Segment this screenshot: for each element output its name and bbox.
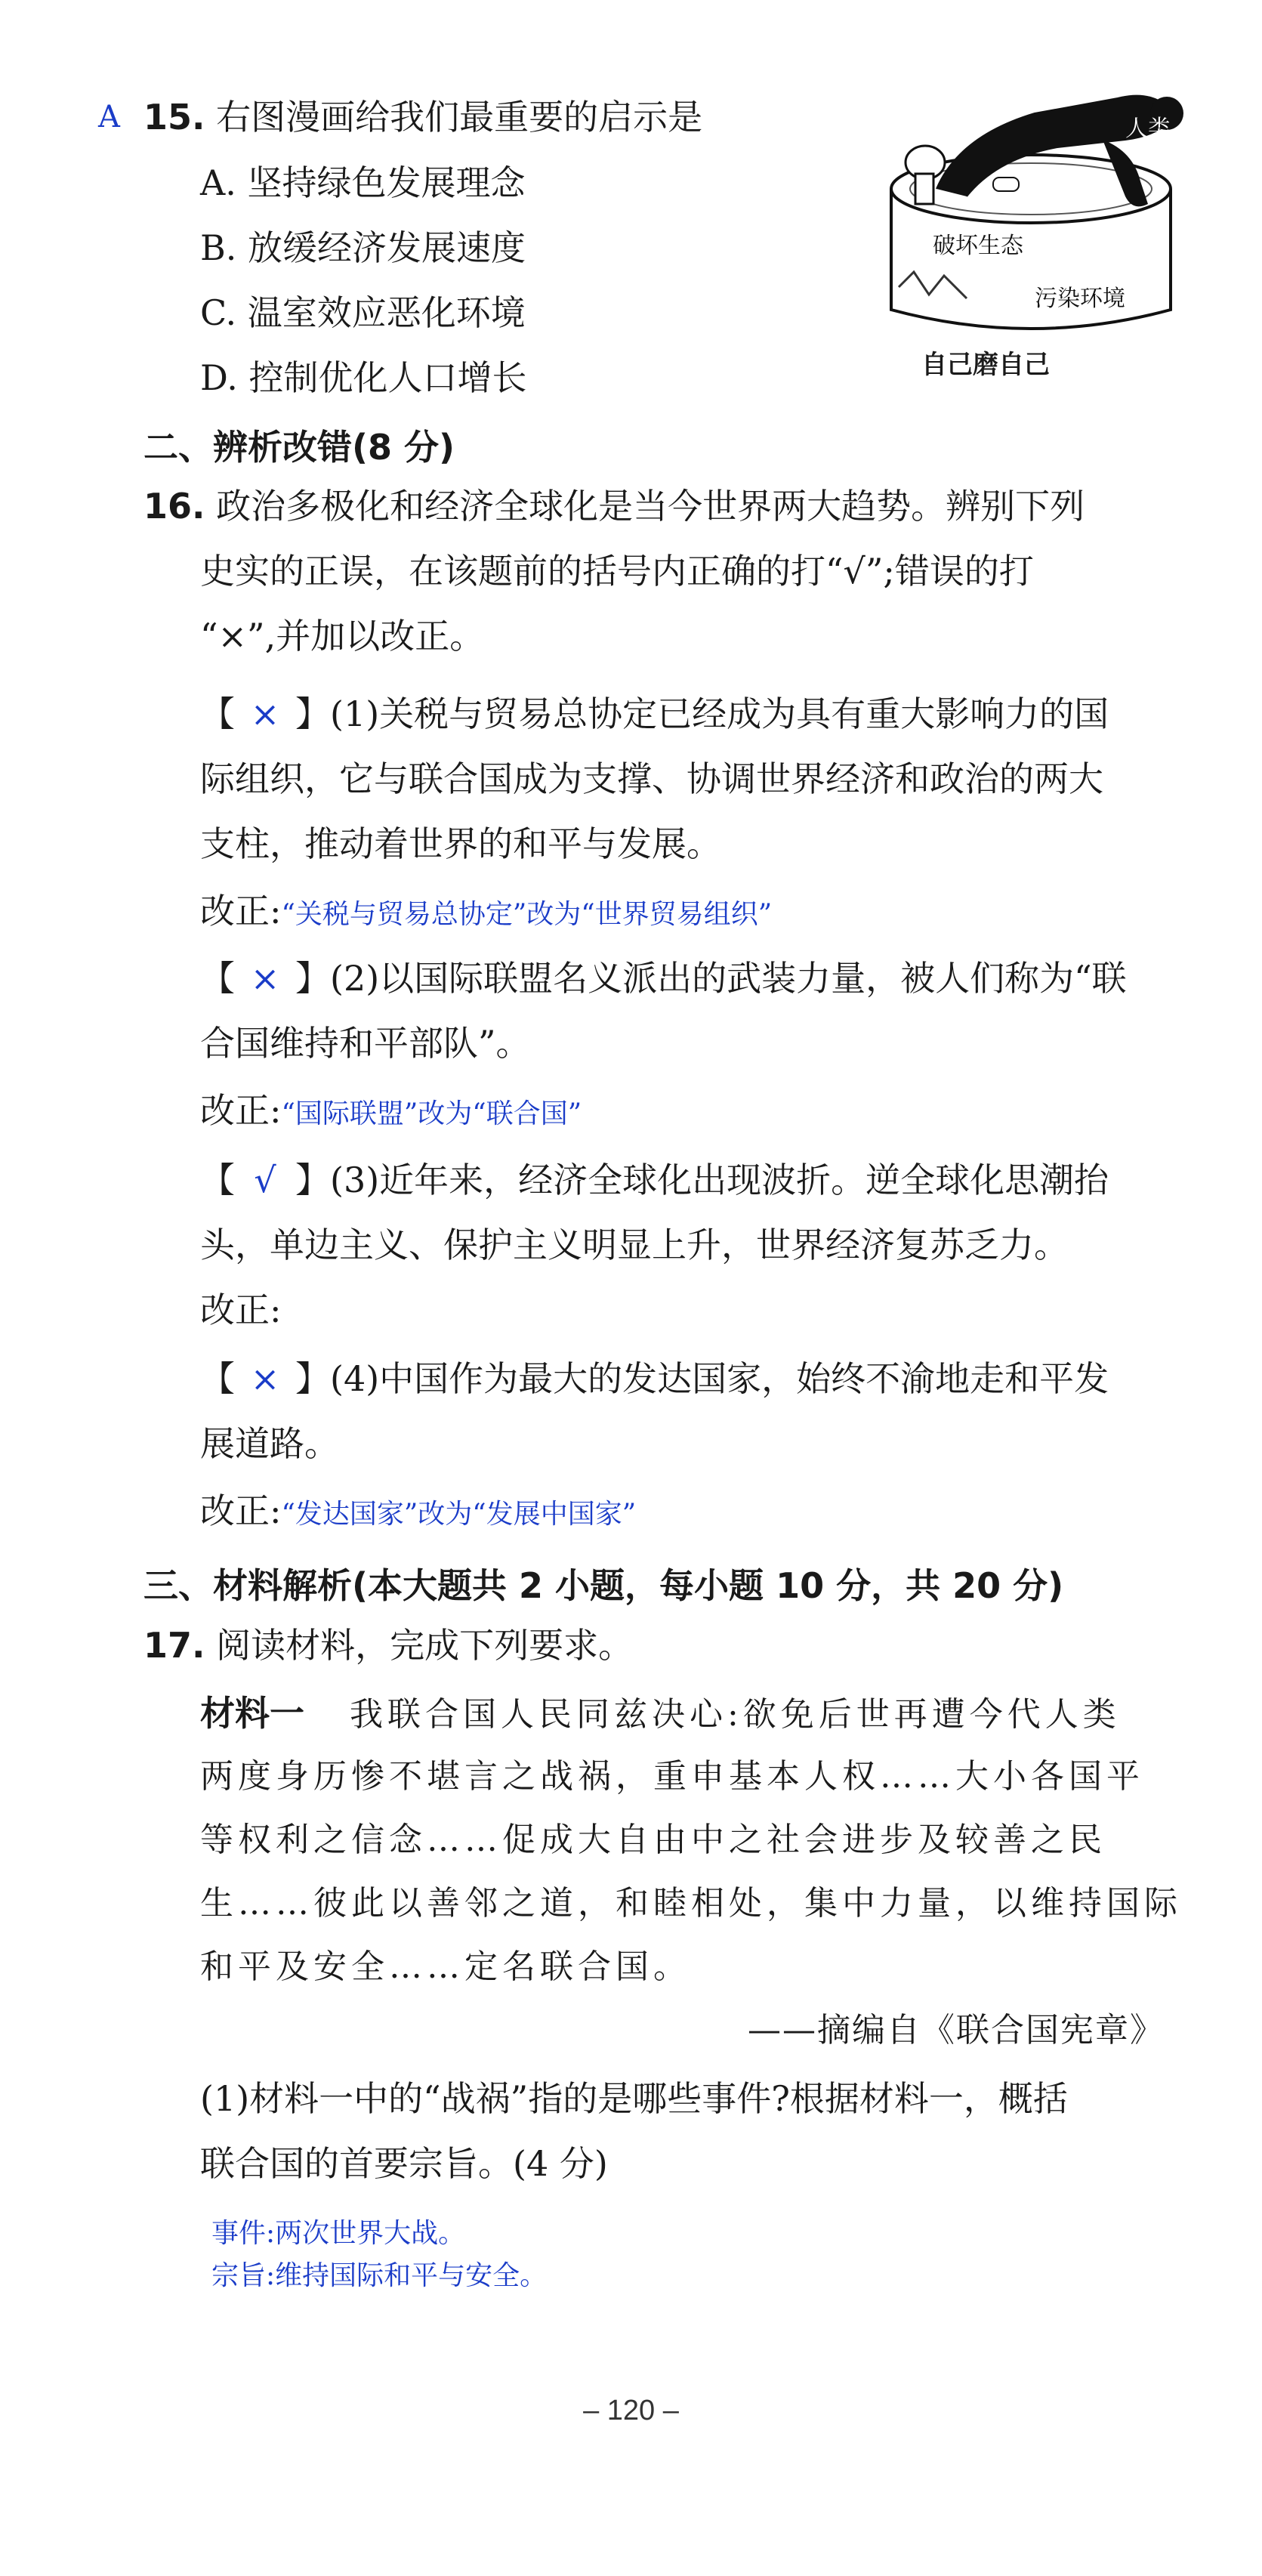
question-17-stem bbox=[143, 1623, 633, 1668]
option-c: C. 温室效应恶化环境 bbox=[200, 292, 526, 333]
answer-mark-15: A bbox=[98, 100, 120, 134]
question-15-stem bbox=[143, 94, 702, 140]
answer-purpose: 宗旨:维持国际和平与安全。 bbox=[211, 2260, 548, 2291]
section-3-title: 三、材料解析(本大题共 2 小题，每小题 10 分，共 20 分) bbox=[143, 1565, 1064, 1606]
item-2-line2: 合国维持和平部队”。 bbox=[200, 1023, 531, 1064]
material-line3: 等权利之信念……促成大自由中之社会进步及较善之民 bbox=[200, 1821, 1106, 1859]
sub-question-1-line2: 联合国的首要宗旨。(4 分) bbox=[200, 2143, 608, 2184]
material-text: 我联合国人民同兹决心:欲免后世再遭今代人类 bbox=[349, 1695, 1121, 1734]
option-a: A. 坚持绿色发展理念 bbox=[200, 162, 526, 203]
item-2-correction bbox=[200, 1088, 582, 1137]
correction-label: 改正: bbox=[200, 1490, 282, 1531]
item-1-line1: 【 × 】(1)关税与贸易总协定已经成为具有重大影响力的国 bbox=[200, 691, 1109, 737]
question-16-stem-line1 bbox=[143, 483, 1085, 529]
item-3-line1: 【 √ 】(3)近年来，经济全球化出现波折。逆全球化思潮抬 bbox=[200, 1157, 1109, 1203]
cartoon-illustration bbox=[869, 83, 1193, 385]
cartoon-label-humans: 人类 bbox=[1125, 116, 1171, 142]
item-4-mark: × bbox=[250, 1358, 280, 1399]
stem-text: 右图漫画给我们最重要的启示是 bbox=[216, 97, 703, 137]
question-number: 16. bbox=[143, 486, 205, 527]
correction-answer: “关税与贸易总协定”改为“世界贸易组织” bbox=[281, 899, 773, 930]
material-line2: 两度身历惨不堪言之战祸，重申基本人权……大小各国平 bbox=[200, 1757, 1144, 1796]
item-2-line1: 【 × 】(2)以国际联盟名义派出的武装力量，被人们称为“联 bbox=[200, 956, 1127, 1001]
item-1-mark: × bbox=[250, 693, 280, 734]
item-4-line1: 【 × 】(4)中国作为最大的发达国家，始终不渝地走和平发 bbox=[200, 1356, 1109, 1401]
section-2-title: 二、辨析改错(8 分) bbox=[143, 427, 455, 468]
material-source: ——摘编自《联合国宪章》 bbox=[748, 2011, 1165, 2049]
page-number: – 120 – bbox=[583, 2395, 679, 2426]
item-text: (2)以国际联盟名义派出的武装力量，被人们称为“联 bbox=[330, 958, 1127, 999]
correction-label: 改正: bbox=[200, 891, 282, 931]
item-1-line3: 支柱，推动着世界的和平与发展。 bbox=[200, 823, 721, 864]
item-text: (3)近年来，经济全球化出现波折。逆全球化思潮抬 bbox=[330, 1160, 1109, 1200]
option-d: D. 控制优化人口增长 bbox=[200, 357, 527, 398]
item-2-mark: × bbox=[250, 958, 280, 999]
cartoon-label-line1: 破坏生态 bbox=[933, 233, 1023, 259]
item-4-correction bbox=[200, 1488, 636, 1537]
question-number: 17. bbox=[143, 1625, 205, 1666]
item-4-line2: 展道路。 bbox=[200, 1423, 339, 1464]
material-line4: 生……彼此以善邻之道，和睦相处，集中力量，以维持国际 bbox=[200, 1884, 1182, 1923]
item-text: (1)关税与贸易总协定已经成为具有重大影响力的国 bbox=[330, 693, 1109, 734]
correction-label: 改正: bbox=[200, 1290, 282, 1330]
material-line1 bbox=[200, 1691, 1121, 1737]
millstone-cartoon-image bbox=[869, 83, 1193, 385]
option-b: B. 放缓经济发展速度 bbox=[200, 227, 526, 268]
correction-answer: “国际联盟”改为“联合国” bbox=[281, 1098, 582, 1129]
item-3-correction bbox=[200, 1287, 282, 1336]
stem-text: 政治多极化和经济全球化是当今世界两大趋势。辨别下列 bbox=[216, 486, 1085, 527]
cartoon-label-line2: 污染环境 bbox=[1035, 286, 1125, 312]
cartoon-caption: 自己磨自己 bbox=[921, 350, 1050, 380]
item-text: (4)中国作为最大的发达国家，始终不渝地走和平发 bbox=[330, 1358, 1109, 1399]
item-3-line2: 头，单边主义、保护主义明显上升，世界经济复苏乏力。 bbox=[200, 1225, 1069, 1265]
item-3-mark: √ bbox=[254, 1160, 276, 1200]
question-number: 15. bbox=[143, 97, 205, 137]
sub-question-1-line1: (1)材料一中的“战祸”指的是哪些事件?根据材料一，概括 bbox=[200, 2078, 1068, 2119]
answer-events: 事件:两次世界大战。 bbox=[211, 2218, 466, 2249]
material-label: 材料一 bbox=[200, 1693, 304, 1734]
question-16-stem-line2: 史实的正误，在该题前的括号内正确的打“√”;错误的打 bbox=[200, 551, 1034, 591]
correction-answer: “发达国家”改为“发展中国家” bbox=[281, 1499, 637, 1530]
correction-label: 改正: bbox=[200, 1090, 282, 1131]
question-16-stem-line3: “×”,并加以改正。 bbox=[200, 616, 485, 656]
stem-text: 阅读材料，完成下列要求。 bbox=[216, 1625, 634, 1666]
item-1-correction bbox=[200, 888, 772, 937]
item-1-line2: 际组织，它与联合国成为支撑、协调世界经济和政治的两大 bbox=[200, 758, 1103, 799]
material-line5: 和平及安全……定名联合国。 bbox=[200, 1947, 691, 1986]
